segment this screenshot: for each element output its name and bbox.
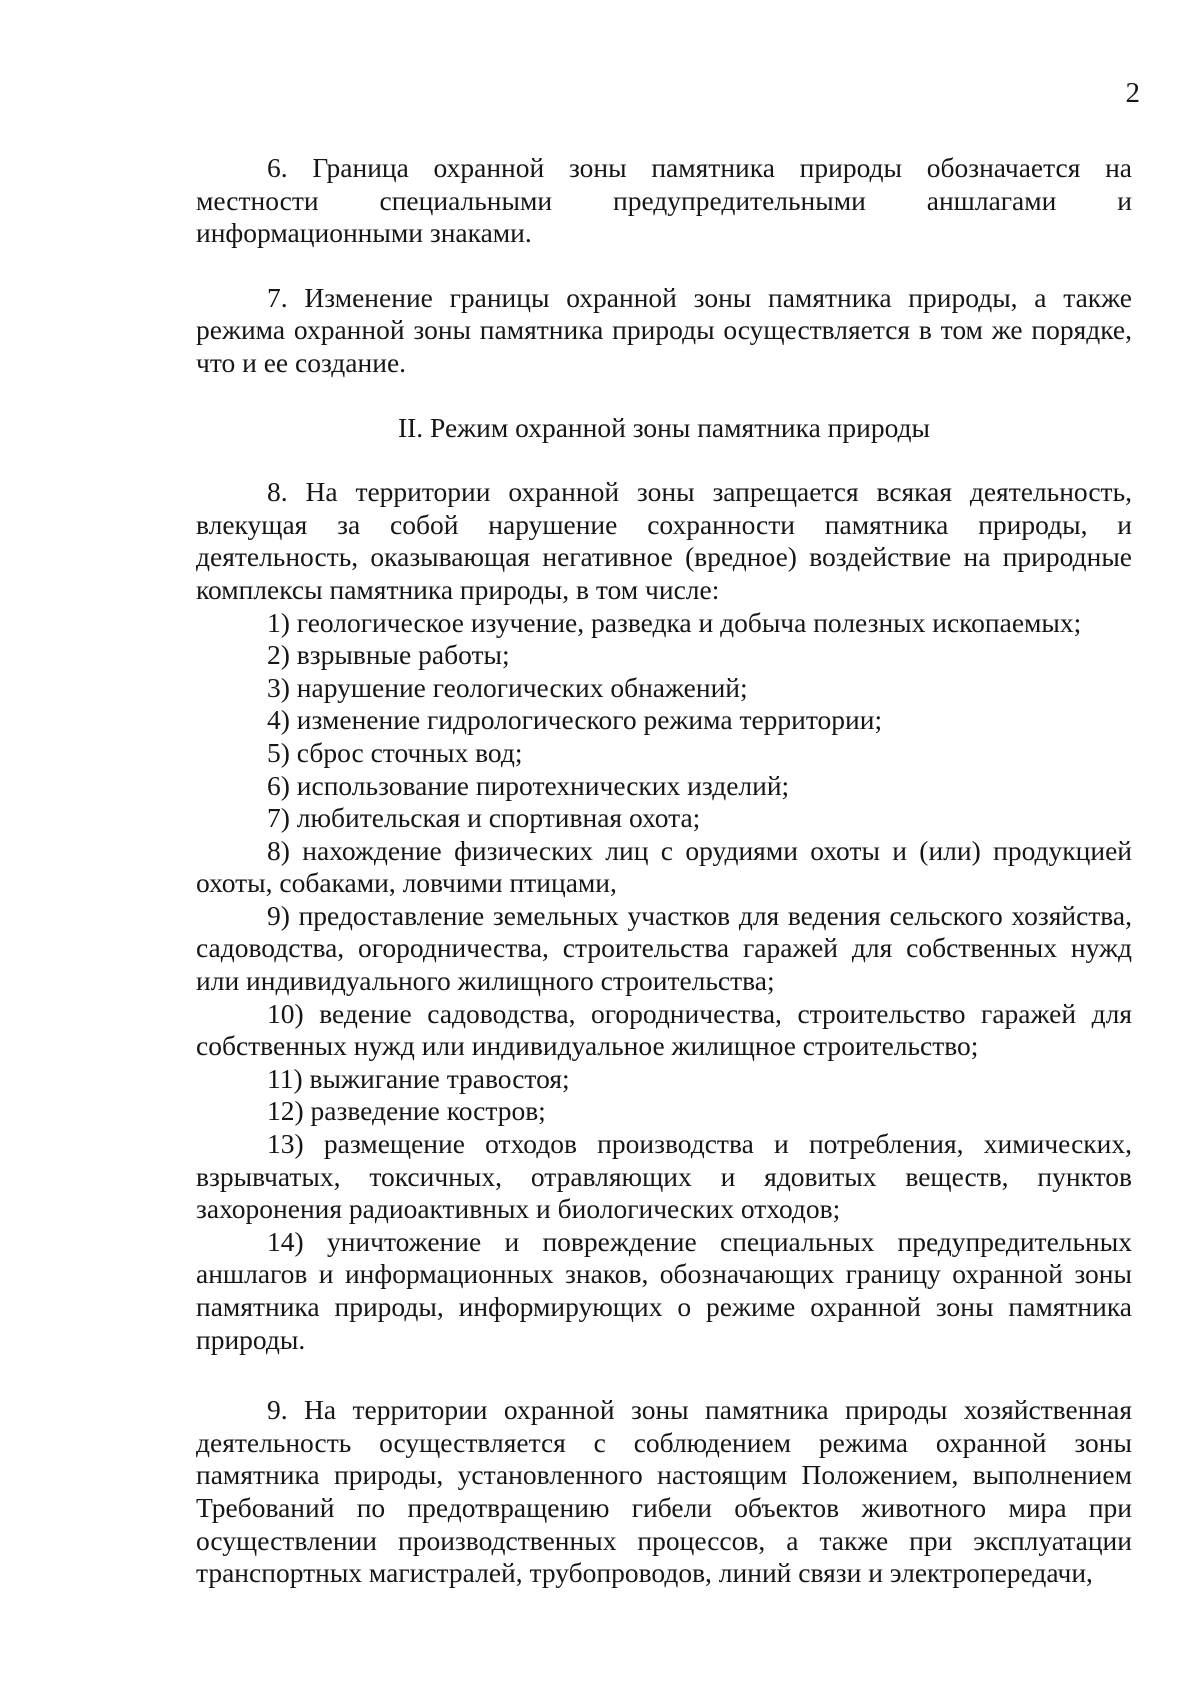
document-body: [196, 152, 1132, 1590]
list-item: 4) изменение гидрологического режима территории;: [267, 704, 883, 736]
list-item: 2) взрывные работы;: [267, 639, 510, 671]
section-title: II. Режим охранной зоны памятника природы: [397, 411, 931, 443]
list-item: 9) предоставление земельных участков для ведения сельского хозяйства, садоводства, огородничества, строительства гаражей для собственных нужд или индивидуального жилищного строительства;: [196, 899, 1132, 997]
list-item: 8) нахождение физических лиц с орудиями охоты и (или) продукцией охоты, собаками, ловчими птицами,: [196, 834, 1132, 899]
list-item: 5) сброс сточных вод;: [267, 736, 523, 768]
list-item: 7) любительская и спортивная охота;: [267, 802, 701, 834]
list-item: 14) уничтожение и повреждение специальных предупредительных аншлагов и информационных знаков, обозначающих границу охранной зоны памятника природы, информирующих о режиме охранной зоны памятника природы.: [196, 1225, 1132, 1355]
list-item: 3) нарушение геологических обнажений;: [267, 671, 748, 703]
page-number: 2: [1125, 77, 1140, 109]
paragraph-8: 8. На территории охранной зоны запрещается всякая деятельность, влекущая за собой нарушение сохранности памятника природы, и деятельность, оказывающая негативное (вредное) воздействие на природные комплексы памятника природы, в том числе:: [196, 476, 1132, 605]
list-item: 11) выжигание травостоя;: [267, 1062, 570, 1094]
list-item: 6) использование пиротехнических изделий;: [267, 769, 790, 801]
paragraph-7: 7. Изменение границы охранной зоны памятника природы, а также режима охранной зоны памятника природы осуществляется в том же порядке, что и ее создание.: [196, 281, 1132, 378]
paragraph-6: 6. Граница охранной зоны памятника природы обозначается на местности специальными предупредительными аншлагами и информационными знаками.: [196, 152, 1132, 249]
list-item: 13) размещение отходов производства и потребления, химических, взрывчатых, токсичных, отравляющих и ядовитых веществ, пунктов захоронения радиоактивных и биологических отходов;: [196, 1128, 1132, 1225]
paragraph-9: 9. На территории охранной зоны памятника природы хозяйственная деятельность осуществляется с соблюдением режима охранной зоны памятника природы, установленного настоящим Положением, выполнением Требований по предотвращению гибели объектов животного мира при осуществлении производственных процессов, а также при эксплуатации транспортных магистралей, трубопроводов, линий связи и электропередачи,: [196, 1394, 1132, 1589]
list-item: 12) разведение костров;: [267, 1095, 546, 1127]
paragraph-8-list: [196, 607, 1132, 1357]
list-item: 1) геологическое изучение, разведка и добыча полезных ископаемых;: [267, 606, 1082, 638]
list-item: 10) ведение садоводства, огородничества, строительство гаражей для собственных нужд или индивидуальное жилищное строительство;: [196, 997, 1132, 1062]
